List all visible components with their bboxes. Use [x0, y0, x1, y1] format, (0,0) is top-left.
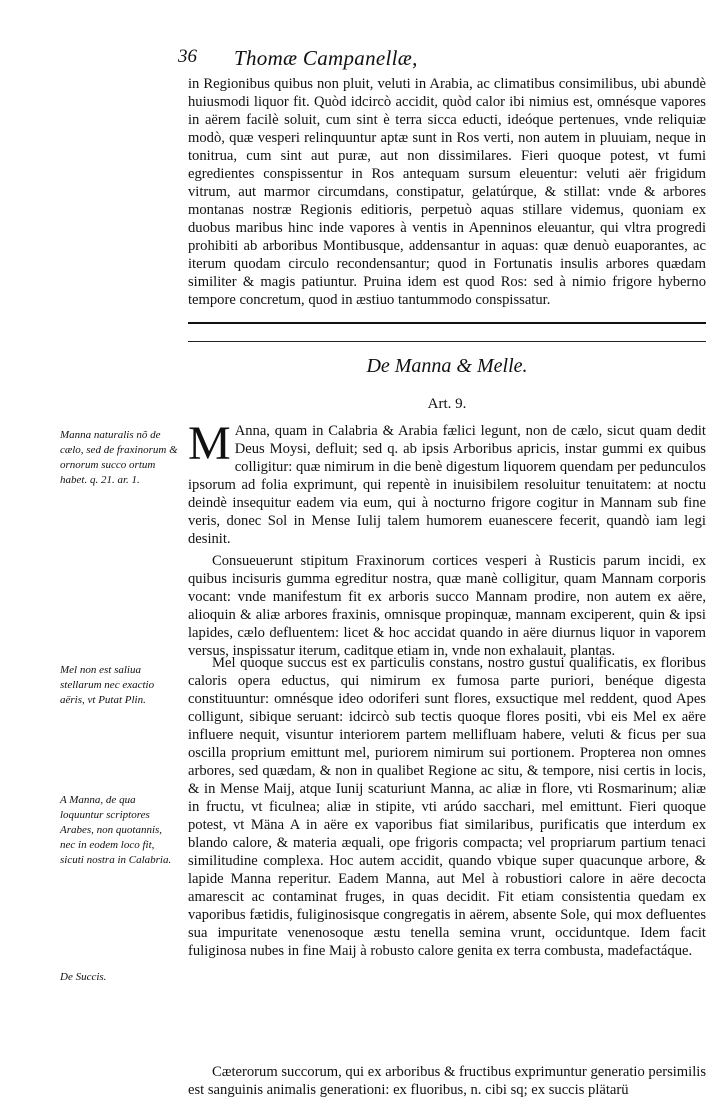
- drop-cap: M: [188, 417, 231, 470]
- body-paragraph: Cæterorum succorum, qui ex arboribus & fructibus exprimuntur generatio persimilis est sanguinis animalis generationi: ex fluoribus, n. cibi sq; ex succis plätarü: [188, 1064, 706, 1098]
- continued-paragraph: in Regionibus quibus non pluit, veluti in Arabia, ac climatibus consimilibus, ubi abundè huiusmodi liquor fit. Quòd idcircò accidit, quòd calor ibi nimius est, omnésque vapores in aërem facilè soluit, cum sint è terra sicca educti, ideóque pertenues, vnde reliquiæ modò, quæ vesperi relinquuntur aptæ sunt in Ros verti, non autem in pluuiam, neque in tonitrua, cum sint aut puræ, aut non dissimilares. Fieri quoque potest, vt fumi egredientes conspissentur in Ros antequam sursum eleuentur: veluti aër frigidum vitrum, aut marmor circumdans, constipatur, gelatúrque, & stillat: vnde & arbores montanas nostræ Regionis editioris, perpetuò aquas stillare videmus, quoniam ex duobus maribus hinc inde vapores à ventis in Apenninos eleuantur, qui vltra progredi prohibiti ab arboribus Montibusque, addensantur in aquas: quæ denuò euaporantes, ac iterum quodam circulo recondensantur; quod in Fortunatis insulis arbores quædam similiter & magis patiuntur. Pruina idem est quod Ros: sed à nimio frigore hyberno tempore concretum, quod in æstiuo tantummodo conspissatur.: [188, 76, 706, 308]
- paragraph-text: Anna, quam in Calabria & Arabia fælici legunt, non de cælo, sicut quam dedit Deus Moysi, defluit; sed q. ab ipsis Arboribus apricis, instar gummi ex quibus colligitur: quæ nimirum in die benè digestum liquorem quendam per pedunculos ipsorum ad folia exprimunt, qui repentè in inuisibilem resoluitur tenuitatem: at noctu deindè insequitur eadem via eum, qui à nocturno frigore cogitur in Mannam sub fine veris, donec Sol in Mense Iulij talem humorem euanescere fecerit, quandò iam legi desinit.: [188, 423, 706, 547]
- section-divider-bottom: [188, 341, 706, 342]
- margin-note: De Succis.: [60, 971, 107, 983]
- body-paragraph: Mel quoque succus est ex particulis constans, nostro gustui qualificatis, ex floribus caloris opera eductus, qui nimirum ex fumosa parte puriori, benéque digesta constituuntur: omnésque ideo odoriferi sunt flores, exsuctique mel reddent, quod Apes colligunt, sibique seruant: idcircò sub tectis quoque flores positi, vbi eis Mel ex aëre influere nequit, visuntur interiorem partem mellifluam habere, veluti & ficus per sua oscilla proprium emittunt mel, puriorem nimirum sui portionem. Propterea non omnes arbores, sed quædam, & non in qualibet Regione ac situ, & tempore, nisi certis in locis, & in Mense Maij, atque Iunij scaturiunt Manna, ac aliæ in flore, vti Rosmarinum; aliæ in fructu, vt ficulnea; aliæ in stipite, vti arúdo sacchari, mel emittunt. Fieri quoque potest, vt Mäna A in aëre ex vaporibus fiat similaribus, purificatis que interdum ex blando calore, & materia æquali, ope frigoris compacta; vel propriarum partium tenaci similitudine complexa. Hoc autem accidit, quando vbique super quacunque arbore, & lapide Manna reperitur. Eadem Manna, aut Mel à robustiori calore in aëre decocta amarescit ac contaminat fruges, in quas decidit. Fit etiam consistentia quedam ex vaporibus fætidis, fuliginosisque congregatis in aërem, absente Sole, qui mox defluentes sua impuritate venenosoque æstu tenella semina vrunt, occiduntque. Idem facit fuliginosa nubes in fine Maij à robusto calore genita ex terra combusta, madefactáque.: [188, 655, 706, 959]
- body-paragraph: Consueuerunt stipitum Fraxinorum cortices vesperi à Rusticis parum incidi, ex quibus incisuris gumma egreditur nostra, quæ manè colligitur, quam Mannam corporis vocant: vnde manifestum fit ex arboris succo Mannam prodire, non autem ex aëre, alioquin & aliæ arbores fraxinis, omnisque propinquæ, mannam exciperent, quin & ipsi lapides, cælo defluentem: licet & hoc accidat quando in aëre diurnus liquor in vaporem versus, inspissatur iterum, caditque etiam in, vnde non exhalauit, plantas.: [188, 553, 706, 659]
- margin-note: Mel non est saliua stellarum nec exactio aëris, vt Putat Plin.: [60, 664, 155, 706]
- article-number: Art. 9.: [427, 396, 467, 412]
- section-title: De Manna & Melle.: [366, 355, 528, 377]
- body-paragraph: [188, 417, 706, 548]
- running-header: [178, 46, 698, 72]
- margin-note: A Manna, de qua loquuntur scriptores Arabes, non quotannis, nec in eodem loco fit, sicuti nostra in Calabria.: [60, 794, 172, 866]
- page-number: 36: [178, 46, 197, 67]
- running-head-title: Thomæ Campanellæ,: [234, 46, 418, 70]
- margin-note: Manna naturalis nõ de cælo, sed de fraxinorum & ornorum succo ortum habet. q. 21. ar. 1.: [60, 429, 178, 486]
- section-divider-top: [188, 322, 706, 324]
